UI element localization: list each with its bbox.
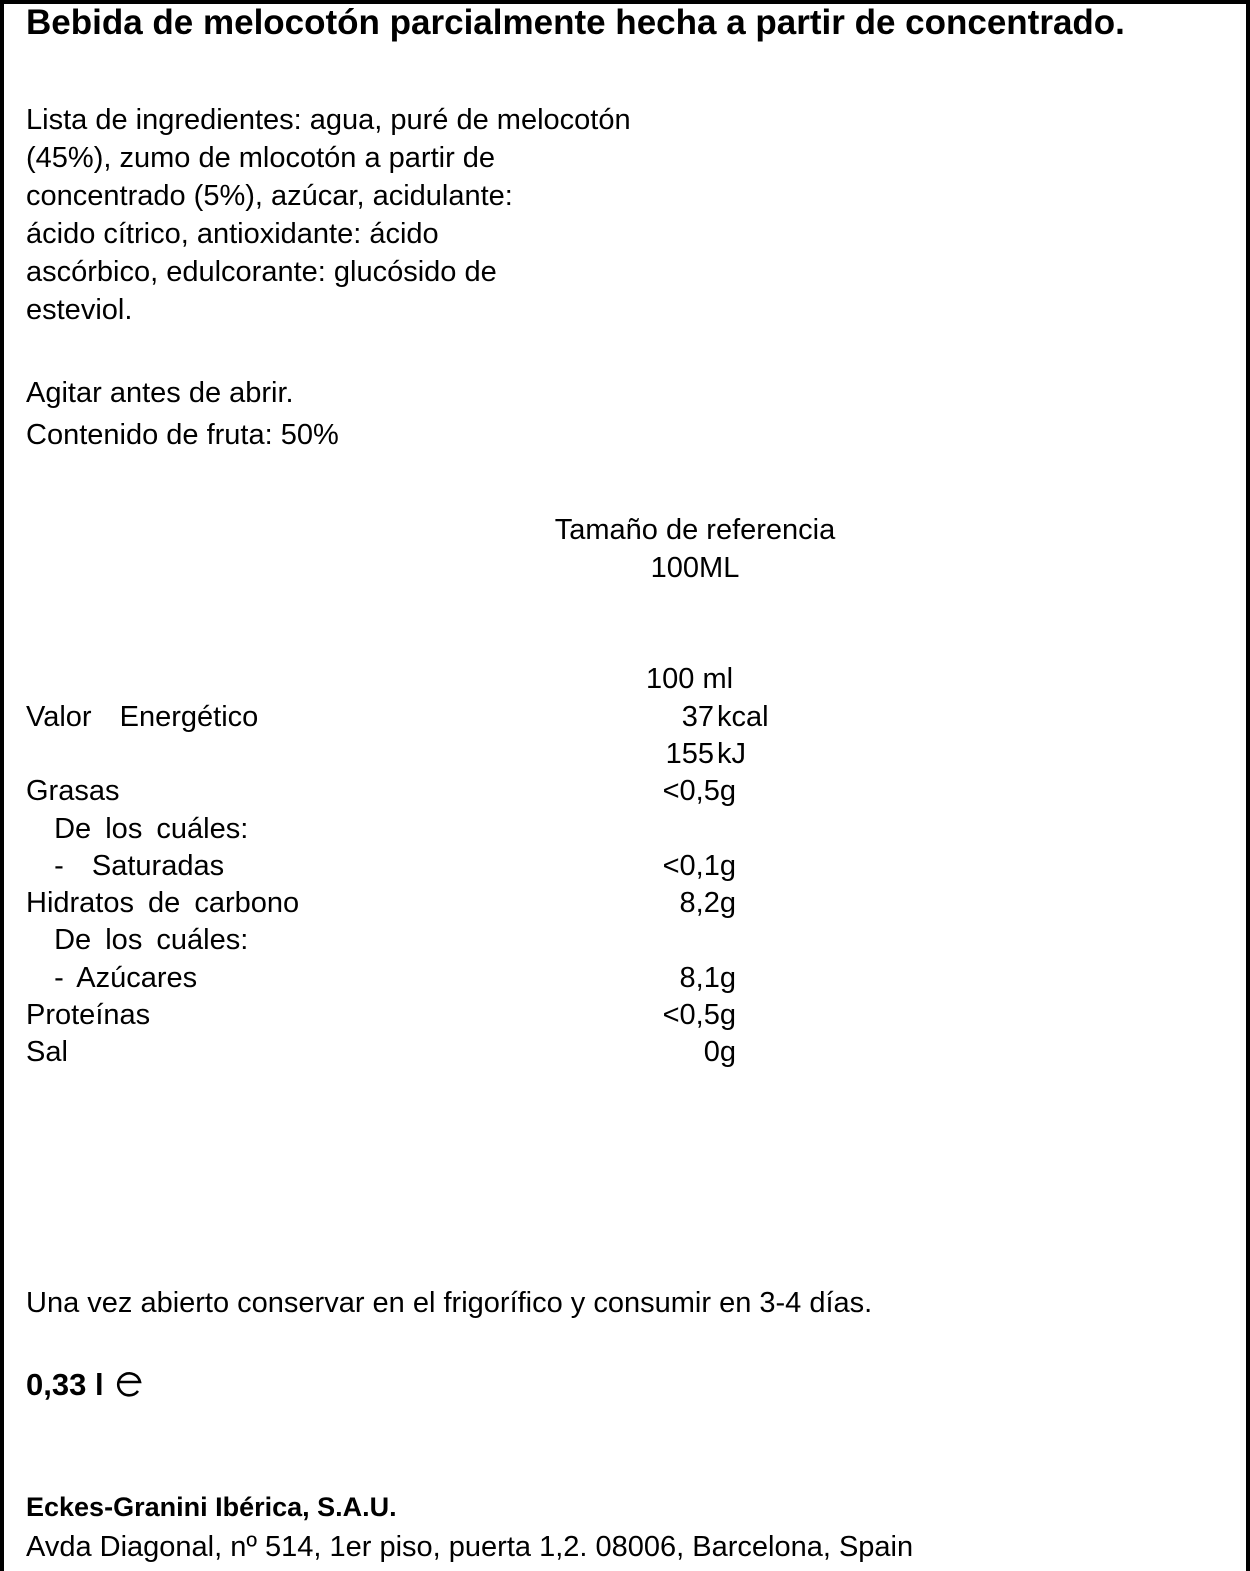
- nutrition-label: Valor Energético: [26, 701, 259, 733]
- nutrition-row: [26, 960, 786, 997]
- company-address: Avda Diagonal, nº 514, 1er piso, puerta 1,2. 08006, Barcelona, Spain: [26, 1531, 914, 1563]
- nutrition-row-energy-kj: [26, 736, 786, 773]
- reference-size-header: [540, 511, 850, 587]
- nutrition-value: <0,5g: [662, 999, 736, 1031]
- ingredients-line: ascórbico, edulcorante: glucósido de: [26, 256, 497, 288]
- ingredients-line: concentrado (5%), azúcar, acidulante:: [26, 180, 513, 212]
- nutrition-column-header: 100 ml: [646, 663, 734, 695]
- energy-kcal-unit: kcal: [717, 701, 769, 733]
- nutrition-row: [26, 922, 786, 959]
- shake-instruction: Agitar antes de abrir.: [26, 377, 294, 409]
- nutrition-label: Sal: [26, 1036, 68, 1068]
- net-quantity-text: 0,33 l: [26, 1367, 104, 1402]
- nutrition-label: Grasas: [26, 775, 120, 807]
- storage-instruction: Una vez abierto conservar en el frigorífico y consumir en 3-4 días.: [26, 1287, 873, 1319]
- nutrition-row: [26, 773, 786, 810]
- reference-size-value: 100ML: [650, 552, 740, 584]
- net-quantity: [26, 1364, 144, 1408]
- nutrition-row-energy-kcal: [26, 699, 786, 736]
- nutrition-column-header-row: [26, 661, 786, 698]
- ingredients-line: esteviol.: [26, 294, 133, 326]
- nutrition-value: <0,1g: [662, 850, 736, 882]
- nutrition-row: [26, 848, 786, 885]
- ingredients-line: (45%), zumo de mlocotón a partir de: [26, 142, 496, 174]
- ingredients-line: ácido cítrico, antioxidante: ácido: [26, 218, 439, 250]
- nutrition-label: De los cuáles:: [26, 813, 249, 845]
- nutrition-label: - Saturadas: [26, 850, 225, 882]
- product-title: Bebida de melocotón parcialmente hecha a partir de concentrado.: [26, 3, 1125, 42]
- nutrition-value: 8,2g: [679, 887, 736, 919]
- estimated-sign-icon: [114, 1366, 144, 1408]
- nutrition-value: 8,1g: [679, 962, 736, 994]
- nutrition-row: [26, 811, 786, 848]
- energy-kj-unit: kJ: [717, 738, 746, 770]
- energy-kj-value: 155: [665, 738, 714, 770]
- nutrition-value: <0,5g: [662, 775, 736, 807]
- nutrition-row: [26, 997, 786, 1034]
- nutrition-row: [26, 1034, 786, 1071]
- nutrition-row: [26, 885, 786, 922]
- ingredients-list: [26, 101, 716, 329]
- fruit-content: Contenido de fruta: 50%: [26, 419, 339, 451]
- nutrition-label: De los cuáles:: [26, 924, 249, 956]
- reference-size-label: Tamaño de referencia: [554, 514, 836, 546]
- nutrition-label: - Azúcares: [26, 962, 198, 994]
- ingredients-line: Lista de ingredientes: agua, puré de melocotón: [26, 104, 631, 136]
- company-name: Eckes-Granini Ibérica, S.A.U.: [26, 1492, 397, 1522]
- energy-kcal-value: 37: [681, 701, 714, 733]
- nutrition-label: Hidratos de carbono: [26, 887, 300, 919]
- nutrition-label: Proteínas: [26, 999, 151, 1031]
- nutrition-value: 0g: [703, 1036, 736, 1068]
